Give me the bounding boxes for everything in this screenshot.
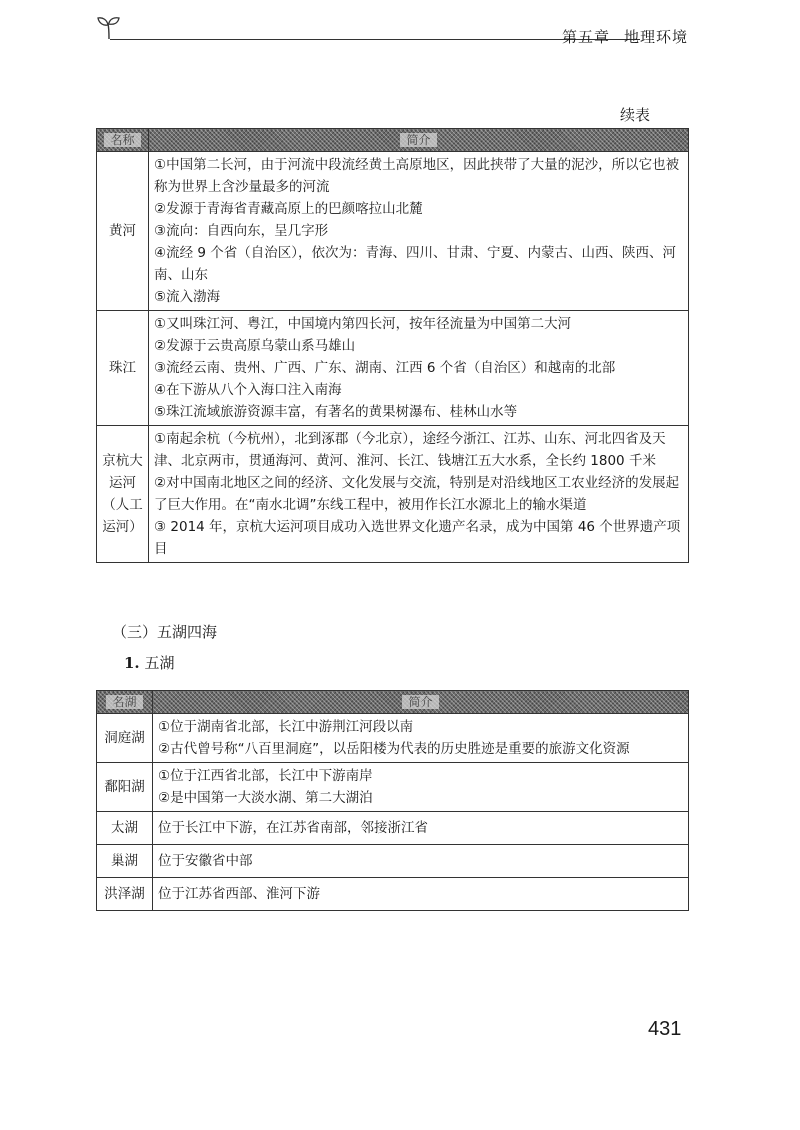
table-row bbox=[97, 714, 689, 763]
row-name: 珠江 bbox=[97, 311, 149, 426]
page-number: 431 bbox=[648, 1018, 682, 1040]
row-content bbox=[153, 763, 689, 812]
content-line: ②是中国第一大淡水湖、第二大湖泊 bbox=[158, 790, 373, 806]
content-line: ②发源于云贵高原乌蒙山系马雄山 bbox=[154, 338, 356, 354]
row-name-part: 京杭大 bbox=[102, 453, 143, 469]
content-line: 位于江苏省西部、淮河下游 bbox=[158, 886, 320, 902]
row-name-part: （人工 bbox=[102, 497, 143, 513]
content-line: ②发源于青海省青藏高原上的巴颜喀拉山北麓 bbox=[154, 201, 423, 217]
row-name bbox=[97, 426, 149, 563]
content-line: ④流经 9 个省（自治区），依次为：青海、四川、甘肃、宁夏、内蒙古、山西、陕西、河南、山东 bbox=[154, 245, 677, 283]
row-content bbox=[149, 152, 689, 311]
header-rule bbox=[110, 39, 640, 40]
content-line: ③流经云南、贵州、广西、广东、湖南、江西 6 个省（自治区）和越南的北部 bbox=[154, 360, 616, 376]
row-content bbox=[153, 845, 689, 878]
row-content bbox=[153, 878, 689, 911]
table-row bbox=[97, 812, 689, 845]
content-line: ②古代曾号称“八百里洞庭”，以岳阳楼为代表的历史胜迹是重要的旅游文化资源 bbox=[158, 741, 630, 757]
header-cell-intro: 简介 bbox=[153, 691, 689, 714]
content-line: ①又叫珠江河、粤江，中国境内第四长河，按年径流量为中国第二大河 bbox=[154, 316, 572, 332]
table-row bbox=[97, 763, 689, 812]
header-cell-name: 名湖 bbox=[97, 691, 153, 714]
table-row bbox=[97, 426, 689, 563]
row-name-part: 运河） bbox=[102, 519, 143, 535]
content-line: ④在下游从八个入海口注入南海 bbox=[154, 382, 342, 398]
content-line: ①位于湖南省北部，长江中游荆江河段以南 bbox=[158, 719, 414, 735]
table-header-row bbox=[97, 691, 689, 714]
row-content bbox=[153, 812, 689, 845]
chapter-number: 第五章 bbox=[561, 28, 610, 46]
content-line: 位于安徽省中部 bbox=[158, 853, 253, 869]
chapter-heading bbox=[562, 26, 688, 47]
row-name: 洪泽湖 bbox=[97, 878, 153, 911]
content-line: ③ 2014 年，京杭大运河项目成功入选世界文化遗产名录，成为中国第 46 个世界遗产项目 bbox=[154, 519, 681, 557]
table-row bbox=[97, 845, 689, 878]
table-row bbox=[97, 152, 689, 311]
row-content bbox=[149, 311, 689, 426]
content-line: ①中国第二长河，由于河流中段流经黄土高原地区，因此挟带了大量的泥沙，所以它也被称为世界上含沙量最多的河流 bbox=[154, 157, 680, 195]
row-name-part: 运河 bbox=[109, 475, 136, 491]
content-line: ⑤流入渤海 bbox=[154, 289, 221, 305]
row-name: 黄河 bbox=[97, 152, 149, 311]
sprout-icon bbox=[96, 14, 122, 40]
row-content bbox=[149, 426, 689, 563]
row-content bbox=[153, 714, 689, 763]
section-title: （三）五湖四海 bbox=[112, 623, 218, 641]
content-line: ③流向：自西向东，呈几字形 bbox=[154, 223, 329, 239]
content-line: ②对中国南北地区之间的经济、文化发展与交流，特别是对沿线地区工农业经济的发展起了巨大作用。在“南水北调”东线工程中，被用作长江水源北上的输水渠道 bbox=[154, 475, 680, 513]
content-line: 位于长江中下游，在江苏省南部，邻接浙江省 bbox=[158, 820, 428, 836]
chapter-title: 地理环境 bbox=[623, 28, 688, 46]
content-line: ①南起余杭（今杭州），北到涿郡（今北京），途经今浙江、江苏、山东、河北四省及天津、北京两市，贯通海河、黄河、淮河、长江、钱塘江五大水系，全长约 1800 千米 bbox=[154, 431, 666, 469]
row-name: 太湖 bbox=[97, 812, 153, 845]
row-name: 洞庭湖 bbox=[97, 714, 153, 763]
row-name: 鄱阳湖 bbox=[97, 763, 153, 812]
table-row bbox=[97, 878, 689, 911]
header-cell-name: 名称 bbox=[97, 129, 149, 152]
sub-title-number: 1. bbox=[124, 654, 140, 672]
row-name: 巢湖 bbox=[97, 845, 153, 878]
content-line: ①位于江西省北部，长江中下游南岸 bbox=[158, 768, 373, 784]
rivers-table bbox=[96, 128, 689, 563]
table-row bbox=[97, 311, 689, 426]
page-header bbox=[96, 8, 688, 48]
lakes-table bbox=[96, 690, 689, 911]
sub-title-text: 五湖 bbox=[144, 654, 175, 672]
header-cell-intro: 简介 bbox=[149, 129, 689, 152]
content-line: ⑤珠江流域旅游资源丰富，有著名的黄果树瀑布、桂林山水等 bbox=[154, 404, 518, 420]
table-header-row bbox=[97, 129, 689, 152]
sub-title bbox=[124, 652, 174, 673]
continued-label: 续表 bbox=[620, 106, 651, 124]
